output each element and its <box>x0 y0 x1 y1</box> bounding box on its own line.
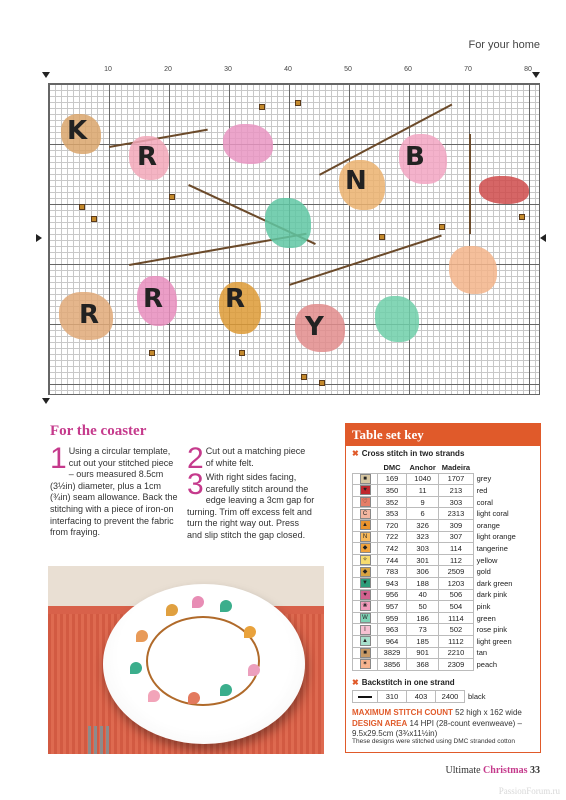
colour-swatch: ▲ <box>360 636 371 646</box>
coaster-bud <box>220 600 232 612</box>
madeira-cell: 1112 <box>439 635 473 647</box>
coaster-bud <box>148 690 160 702</box>
symbol-cell <box>353 531 378 543</box>
colour-swatch: ♡ <box>360 497 371 507</box>
anchor-cell: 403 <box>407 691 436 703</box>
colour-swatch: ■ <box>360 648 371 658</box>
colour-swatch: W <box>360 613 371 623</box>
colour-swatch: ❀ <box>360 601 371 611</box>
colour-swatch: I <box>360 625 371 635</box>
step-text: With right sides facing, carefully stitch around the edge leaving a 3cm gap for turning. Trim off excess felt and turn the right way out. Press and slip stitch the gap closed. <box>187 472 315 540</box>
dmc-cell: 720 <box>378 519 407 531</box>
colour-swatch: ◆ <box>360 543 371 553</box>
stitch-dot <box>301 374 307 380</box>
dmc-cell: 956 <box>378 589 407 601</box>
instruction-step <box>187 468 315 542</box>
madeira-cell: 1114 <box>439 612 473 624</box>
colour-swatch: ♥ <box>360 590 371 600</box>
anchor-cell: 326 <box>407 519 439 531</box>
anchor-cell: 40 <box>407 589 439 601</box>
coaster-title: For the coaster <box>50 423 147 439</box>
fork-tine <box>106 726 109 754</box>
anchor-cell: 73 <box>407 624 439 636</box>
coaster-bud <box>244 626 256 638</box>
dmc-cell: 350 <box>378 485 407 497</box>
table-row <box>353 566 520 578</box>
madeira-cell: 307 <box>439 531 473 543</box>
madeira-cell: 2309 <box>439 659 473 671</box>
dmc-cell: 943 <box>378 577 407 589</box>
dmc-cell: 959 <box>378 612 407 624</box>
center-marker-top-right <box>532 72 540 78</box>
coaster-photo <box>48 566 324 754</box>
colour-name-cell: rose pink <box>476 625 508 635</box>
vine-line <box>469 134 471 234</box>
dmc-cell: 963 <box>378 624 407 636</box>
cross-icon: ✖ <box>352 678 359 687</box>
backstitch-letter: R <box>225 284 246 314</box>
page-footer: Ultimate Christmas 33 <box>445 765 540 776</box>
backstitch-letter: Y <box>305 312 324 342</box>
colour-swatch: ✶ <box>360 659 371 669</box>
backstitch-letter: R <box>137 142 158 172</box>
symbol-cell <box>353 485 378 497</box>
madeira-cell: 112 <box>439 554 473 566</box>
table-row <box>353 508 520 520</box>
table-row <box>353 691 489 703</box>
madeira-cell: 2313 <box>439 508 473 520</box>
stitch-dot <box>439 224 445 230</box>
dmc-cell: 744 <box>378 554 407 566</box>
table-row <box>353 473 520 485</box>
table-row <box>353 612 520 624</box>
coaster-vine-ring <box>146 616 260 706</box>
table-row <box>353 635 520 647</box>
dmc-cell: 957 <box>378 601 407 613</box>
coaster-bud <box>248 664 260 676</box>
colour-name-cell: dark pink <box>476 590 508 600</box>
stitch-dot <box>169 194 175 200</box>
symbol-cell <box>353 635 378 647</box>
stitch-dot <box>79 204 85 210</box>
colour-name-cell: grey <box>476 474 492 484</box>
fork-tine <box>88 726 91 754</box>
bud-motif <box>375 296 419 342</box>
anchor-cell: 301 <box>407 554 439 566</box>
anchor-cell: 186 <box>407 612 439 624</box>
backstitch-line-icon <box>353 691 378 703</box>
design-area: DESIGN AREA 14 HPI (28-count evenweave) – 9.5x29.5cm (3¾x11½in) <box>352 719 523 738</box>
coaster-bud <box>188 692 200 704</box>
coaster-bud <box>220 684 232 696</box>
step-text: Using a circular template, cut out your stitched piece – ours measured 8.5cm (3½in) diameter, plus a 1cm (¾in) seam allowance. Back the stitching with a piece of iron-on interfacing to prevent the fabric from fraying. <box>50 446 178 538</box>
colour-name-cell: orange <box>476 520 500 530</box>
colour-name-cell: light coral <box>476 509 509 519</box>
step-text: Cut out a matching piece of white felt. <box>205 446 306 468</box>
ruler-label: 30 <box>224 66 232 73</box>
anchor-cell: 368 <box>407 659 439 671</box>
dmc-cell: 310 <box>378 691 407 703</box>
dmc-cell: 742 <box>378 543 407 555</box>
colour-name-cell: tangerine <box>476 543 508 553</box>
backstitch-letter: B <box>405 142 425 172</box>
column-header: Anchor <box>409 462 436 472</box>
stitch-grid <box>48 83 540 395</box>
cross-stitch-heading: ✖ Cross stitch in two strands <box>352 449 465 458</box>
ruler-label: 10 <box>104 66 112 73</box>
key-title: Table set key <box>346 424 540 446</box>
colour-swatch: ♥ <box>360 485 371 495</box>
madeira-cell: 1707 <box>439 473 473 485</box>
symbol-cell <box>353 624 378 636</box>
stitch-dot <box>379 234 385 240</box>
ruler-label: 70 <box>464 66 472 73</box>
instruction-step <box>187 442 315 475</box>
center-marker-top <box>42 72 50 78</box>
backstitch-letter: R <box>143 284 164 314</box>
colour-name-cell: green <box>476 613 496 623</box>
colour-name-cell: pink <box>476 601 491 611</box>
ruler-label: 20 <box>164 66 172 73</box>
step-number: 1 <box>50 442 67 475</box>
colour-name-cell: light green <box>476 636 512 646</box>
stitch-dot <box>319 380 325 386</box>
colour-name-cell: red <box>476 485 488 495</box>
ruler-label: 80 <box>524 66 532 73</box>
ruler-label: 40 <box>284 66 292 73</box>
anchor-cell: 306 <box>407 566 439 578</box>
anchor-cell: 185 <box>407 635 439 647</box>
max-stitch-count: MAXIMUM STITCH COUNT 52 high x 162 wide <box>352 708 522 717</box>
step-number: 3 <box>187 468 204 501</box>
table-row <box>353 519 520 531</box>
colour-name-cell: black <box>468 691 486 701</box>
coaster-bud <box>136 630 148 642</box>
madeira-cell: 2210 <box>439 647 473 659</box>
madeira-cell: 303 <box>439 496 473 508</box>
dmc-cell: 722 <box>378 531 407 543</box>
symbol-cell <box>353 543 378 555</box>
stitch-dot <box>519 214 525 220</box>
symbol-cell <box>353 659 378 671</box>
colour-swatch: ▲ <box>360 520 371 530</box>
symbol-cell <box>353 566 378 578</box>
ruler-label: 50 <box>344 66 352 73</box>
symbol-cell <box>353 496 378 508</box>
anchor-cell: 188 <box>407 577 439 589</box>
colour-name-cell: peach <box>476 659 498 669</box>
bud-motif <box>449 246 497 294</box>
table-row <box>353 647 520 659</box>
colour-swatch: ■ <box>360 474 371 484</box>
colour-swatch: ✧ <box>360 555 371 565</box>
madeira-cell: 502 <box>439 624 473 636</box>
symbol-cell <box>353 601 378 613</box>
symbol-cell <box>353 508 378 520</box>
symbol-cell <box>353 519 378 531</box>
dmc-cell: 783 <box>378 566 407 578</box>
madeira-cell: 213 <box>439 485 473 497</box>
colour-name-cell: gold <box>476 567 491 577</box>
dmc-cell: 3829 <box>378 647 407 659</box>
table-row <box>353 496 520 508</box>
stitch-dot <box>295 100 301 106</box>
backstitch-letter: R <box>79 300 100 330</box>
madeira-cell: 506 <box>439 589 473 601</box>
anchor-cell: 1040 <box>407 473 439 485</box>
backstitch-table <box>352 690 489 703</box>
table-row <box>353 543 520 555</box>
anchor-cell: 11 <box>407 485 439 497</box>
symbol-cell <box>353 589 378 601</box>
table-row <box>353 589 520 601</box>
dmc-cell: 353 <box>378 508 407 520</box>
madeira-cell: 114 <box>439 543 473 555</box>
dmc-cell: 169 <box>378 473 407 485</box>
center-marker-bottom <box>42 398 50 404</box>
cross-icon: ✖ <box>352 449 359 458</box>
thread-key-table <box>352 462 520 671</box>
fork-tine <box>100 726 103 754</box>
backstitch-heading: ✖ Backstitch in one strand <box>352 678 455 687</box>
anchor-cell: 303 <box>407 543 439 555</box>
stitch-dot <box>91 216 97 222</box>
coaster-bud <box>192 596 204 608</box>
ruler-label: 60 <box>404 66 412 73</box>
dmc-cell: 964 <box>378 635 407 647</box>
watermark: PassionForum.ru <box>498 786 560 796</box>
backstitch-letter: N <box>345 166 367 196</box>
dmc-cell: 3856 <box>378 659 407 671</box>
colour-name-cell: tan <box>476 648 488 658</box>
symbol-cell <box>353 577 378 589</box>
colour-name-cell: light orange <box>476 532 516 542</box>
section-header: For your home <box>468 39 540 51</box>
bud-motif <box>265 198 311 248</box>
instruction-step <box>50 442 178 539</box>
symbol-cell <box>353 612 378 624</box>
madeira-cell: 2400 <box>436 691 465 703</box>
fork-tine <box>94 726 97 754</box>
madeira-cell: 1203 <box>439 577 473 589</box>
stitch-dot <box>239 350 245 356</box>
table-row <box>353 531 520 543</box>
anchor-cell: 50 <box>407 601 439 613</box>
colour-swatch: N <box>360 532 371 542</box>
stitch-dot <box>149 350 155 356</box>
madeira-cell: 504 <box>439 601 473 613</box>
colour-name-cell: coral <box>476 497 493 507</box>
dmc-cell: 352 <box>378 496 407 508</box>
thread-note: These designs were stitched using DMC stranded cotton <box>352 738 515 745</box>
coaster-bud <box>166 604 178 616</box>
anchor-cell: 9 <box>407 496 439 508</box>
center-marker-left <box>36 234 42 242</box>
bud-motif <box>223 124 273 164</box>
cross-stitch-chart <box>42 66 542 411</box>
center-marker-right <box>540 234 546 242</box>
colour-name-cell: yellow <box>476 555 498 565</box>
colour-name-cell: dark green <box>476 578 513 588</box>
colour-swatch: ◆ <box>360 567 371 577</box>
anchor-cell: 6 <box>407 508 439 520</box>
stitch-dot <box>259 104 265 110</box>
symbol-cell <box>353 554 378 566</box>
coaster-bud <box>130 662 142 674</box>
backstitch-letter: K <box>67 116 88 146</box>
column-header: Madeira <box>441 462 471 472</box>
table-row <box>353 624 520 636</box>
colour-swatch: ▼ <box>360 578 371 588</box>
symbol-cell <box>353 473 378 485</box>
step-number: 2 <box>187 442 204 475</box>
colour-swatch: C <box>360 509 371 519</box>
table-row <box>353 577 520 589</box>
anchor-cell: 323 <box>407 531 439 543</box>
column-header: DMC <box>383 462 401 472</box>
table-row <box>353 601 520 613</box>
table-row <box>353 485 520 497</box>
table-set-key <box>345 423 541 753</box>
madeira-cell: 309 <box>439 519 473 531</box>
symbol-cell <box>353 647 378 659</box>
table-row <box>353 659 520 671</box>
bud-motif <box>479 176 529 204</box>
madeira-cell: 2509 <box>439 566 473 578</box>
anchor-cell: 901 <box>407 647 439 659</box>
table-row <box>353 554 520 566</box>
